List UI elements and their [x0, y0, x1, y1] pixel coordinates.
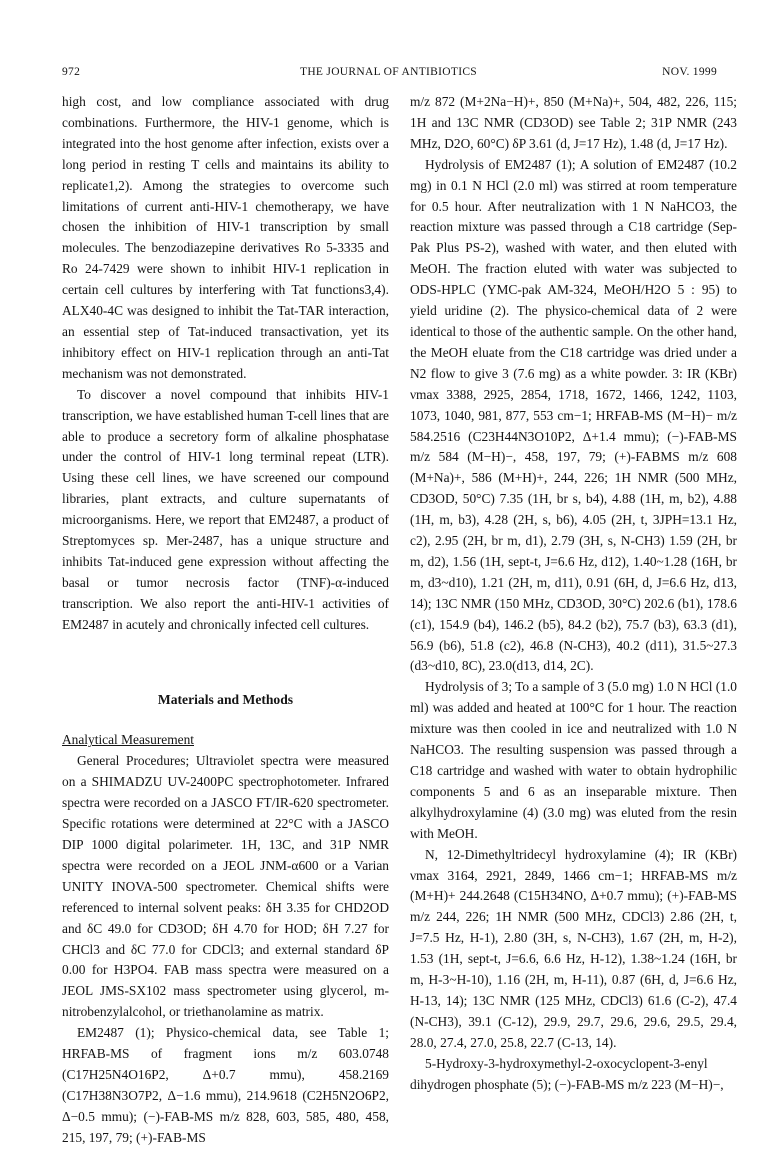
- paragraph-general-procedures: General Procedures; Ultraviolet spectra were measured on a SHIMADZU UV-2400PC spectrophotometer. Infrared spectra were recorded on a JASCO FT/IR-620 spectrometer. Specific rotations were determined at 22°C with a JASCO DIP 1000 digital polarimeter. 1H, 13C, and 31P NMR spectra were recorded on a JEOL JNM-α600 or a Varian UNITY INOVA-500 spectrometer. Chemical shifts were referenced to internal solvent peaks: δH 3.35 for CHD2OD and δC 49.0 for CD3OD; δH 4.70 for HOD; δH 7.27 for CHCl3 and δC 77.0 for CDCl3; and external standard δP 0.00 for H3PO4. FAB mass spectra were measured on a JEOL JMS-SX102 mass spectrometer using glycerol, m-nitrobenzylalcohol, or triethanolamine as matrix.: [62, 753, 389, 1020]
- journal-title: THE JOURNAL OF ANTIBIOTICS: [300, 66, 477, 78]
- subheading: Analytical Measurement: [62, 732, 194, 748]
- page-number: 972: [62, 66, 81, 78]
- left-column: [62, 92, 389, 1149]
- right-column: [410, 92, 737, 1096]
- paragraph-fab-ms-continued: m/z 872 (M+2Na−H)+, 850 (M+Na)+, 504, 482, 226, 115; 1H and 13C NMR (CD3OD) see Table 2; 31P NMR (243 MHz, D2O, 60°C) δP 3.61 (d, J=17 Hz), 1.48 (d, J=17 Hz).: [410, 94, 737, 151]
- paragraph-intro-continued: high cost, and low compliance associated with drug combinations. Furthermore, the HIV-1 genome, which is integrated into the host genome after infection, exists over a long period in resting T cells and maintains its ability to replicate1,2). Among the strategies to overcome such limitations of current anti-HIV-1 chemotherapy, we have chosen the inhibition of HIV-1 transcription by small molecules. The benzodiazepine derivatives Ro 5-3335 and Ro 24-7429 were shown to inhibit HIV-1 replication in certain cell cultures by interfering with Tat functions3,4). ALX40-4C was designed to inhibit the Tat-TAR interaction, an essential step of Tat-induced transactivation, yet its inhibitory effect on HIV-1 replication through an anti-Tat mechanism was not demonstrated.: [62, 94, 389, 381]
- paragraph-compound-5: 5-Hydroxy-3-hydroxymethyl-2-oxocyclopent-3-enyl dihydrogen phosphate (5); (−)-FAB-MS m/z 223 (M−H)−,: [410, 1055, 724, 1092]
- issue-date: NOV. 1999: [662, 66, 717, 78]
- paragraph-hydroxylamine-4: N, 12-Dimethyltridecyl hydroxylamine (4); IR (KBr) νmax 3164, 2921, 2849, 1466 cm−1; HRFAB-MS m/z (M+H)+ 244.2648 (C15H34NO, Δ+0.7 mmu); (+)-FAB-MS m/z 244, 226; 1H NMR (500 MHz, CDCl3) 2.86 (2H, t, J=7.5 Hz, H-1), 2.80 (3H, s, N-CH3), 1.67 (2H, m, H-2), 1.53 (1H, sept-t, J=6.6, 6.6 Hz, H-12), 1.38~1.24 (16H, br m, H-3~H-10), 1.16 (2H, m, H-11), 0.87 (6H, d, J=6.6 Hz, H-13, 14); 13C NMR (125 MHz, CDCl3) 61.6 (C-2), 47.4 (N-CH3), 39.1 (C-12), 29.9, 29.7, 29.6, 29.6, 29.5, 29.4, 28.0, 27.4, 27.0, 25.8, 22.7 (C-13, 14).: [410, 846, 737, 1050]
- paragraph-em2487-data: EM2487 (1); Physico-chemical data, see Table 1; HRFAB-MS of fragment ions m/z 603.0748 (C17H25N4O16P2, Δ+0.7 mmu), 458.2169 (C17H38N3O7P2, Δ−1.6 mmu), 214.9618 (C2H5N2O6P2, Δ−0.5 mmu); (−)-FAB-MS m/z 828, 603, 585, 480, 458, 215, 197, 79; (+)-FAB-MS: [62, 1025, 389, 1145]
- section-heading: Materials and Methods: [157, 691, 294, 707]
- paragraph-hydrolysis-3: Hydrolysis of 3; To a sample of 3 (5.0 mg) 1.0 N HCl (1.0 ml) was added and heated at 100°C for 1 hour. The reaction mixture was then cooled in ice and neutralized with 1.0 N NaHCO3. The resulting suspension was passed through a C18 cartridge and washed with water to obtain hydrophilic components 5 and 6 as an inseparable mixture. Then alkylhydroxylamine (4) (3.0 mg) was eluted from the resin with MeOH.: [410, 679, 737, 841]
- paragraph-hydrolysis-em2487: Hydrolysis of EM2487 (1); A solution of EM2487 (10.2 mg) in 0.1 N HCl (2.0 ml) was stirred at room temperature for 0.5 hour. After neutralization with 1 N NaHCO3, the reaction mixture was passed through a C18 cartridge (Sep-Pak Plus PS-2), washed with water, and then eluted with MeOH. The fraction eluted with water was subjected to ODS-HPLC (YMC-pak AM-324, MeOH/H2O 5 : 95) to yield uridine (2). The physico-chemical data of 2 were identical to those of the authentic sample. On the other hand, the MeOH eluate from the C18 cartridge was dried under a N2 flow to give 3 (7.6 mg) as a white powder. 3: IR (KBr) νmax 3388, 2925, 2854, 1718, 1672, 1466, 1242, 1103, 1073, 1040, 981, 877, 553 cm−1; HRFAB-MS (M−H)− m/z 584.2516 (C23H44N3O10P2, Δ+1.4 mmu); (−)-FAB-MS m/z 584 (M−H)−, 458, 197, 79; (+)-FABMS m/z 608 (M+Na)+, 586 (M+H)+, 244, 226; 1H NMR (500 MHz, CD3OD, 50°C) 7.35 (1H, br s, b4), 4.88 (1H, m, b2), 4.88 (1H, m, b3), 4.28 (2H, s, b6), 4.05 (2H, t, 3JPH=13.1 Hz, c2), 2.95 (2H, br m, d1), 2.79 (3H, s, N-CH3) 1.59 (2H, br m, d2), 1.56 (1H, sept-t, J=6.6 Hz, d12), 1.40~1.28 (16H, br m, d3~d10), 1.21 (2H, m, d11), 0.91 (6H, d, J=6.6 Hz, d13, 14); 13C NMR (150 MHz, CD3OD, 30°C) 202.6 (b1), 178.6 (c1), 154.9 (b4), 146.2 (b5), 84.2 (b2), 75.7 (b3), 63.3 (d1), 56.9 (b6), 51.8 (c2), 46.8 (N-CH3), 40.2 (d11), 31.5~27.3 (d3~d10, 8C), 23.0(d13, d14, 2C).: [410, 156, 737, 674]
- paragraph-screening: To discover a novel compound that inhibits HIV-1 transcription, we have established human T-cell lines that are able to produce a secretory form of alkaline phosphatase under the control of HIV-1 long terminal repeat (LTR). Using these cell lines, we have screened our compound libraries, plant extracts, and culture supernatants of microorganisms. Here, we report that EM2487, a product of Streptomyces sp. Mer-2487, has a unique structure and inhibits Tat-induced gene expression without affecting the basal or tumor necrosis factor (TNF)-α-induced transcription. We also report the anti-HIV-1 activities of EM2487 in acutely and chronically infected cell cultures.: [62, 386, 389, 632]
